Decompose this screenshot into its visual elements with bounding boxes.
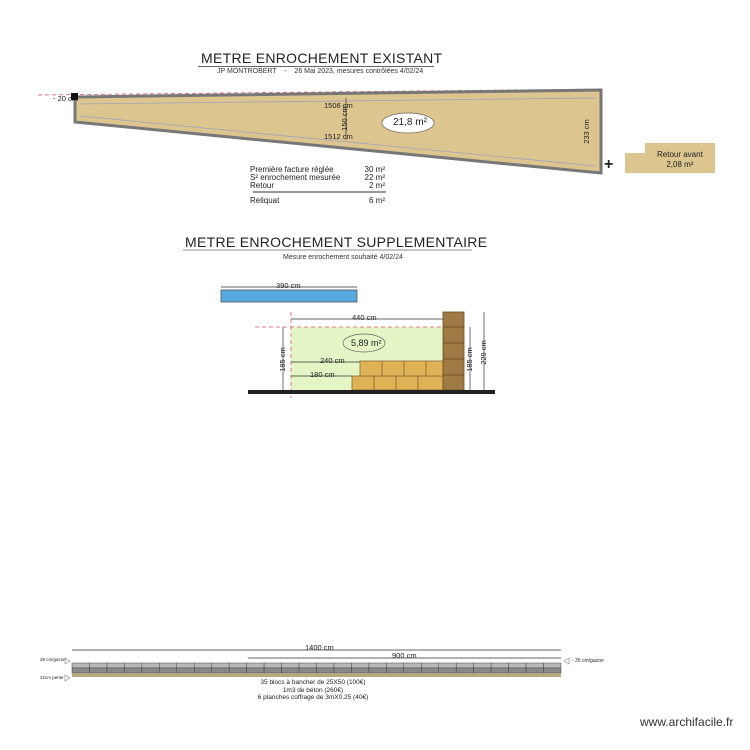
section1-dim-bottom: 1512 cm	[324, 132, 353, 141]
section2-dim-left-185: 185 cm	[277, 347, 287, 372]
block	[299, 668, 316, 673]
block	[418, 376, 443, 390]
block	[509, 668, 526, 673]
block	[374, 376, 396, 390]
block	[159, 663, 176, 668]
section1-subtitle-date: 26 Mai 2023, mesures contrôlées 4/02/24	[294, 68, 424, 75]
section2-wall-column	[443, 312, 464, 390]
section1-dim-height-mid: 150 cm	[339, 106, 349, 131]
retour-avant-title: Retour avant	[657, 150, 703, 159]
block	[282, 668, 299, 673]
table-row-value: 2 m²	[369, 181, 385, 190]
watermark: www.archifacile.fr	[640, 715, 734, 729]
section2-dim-blue: 390 cm	[276, 281, 301, 290]
block	[421, 663, 438, 668]
section2-block-stack	[352, 361, 443, 390]
block	[264, 668, 281, 673]
block	[334, 668, 351, 673]
block	[439, 663, 456, 668]
block	[229, 668, 246, 673]
block	[107, 668, 124, 673]
block	[491, 663, 508, 668]
block	[177, 668, 194, 673]
block	[177, 663, 194, 668]
block	[360, 361, 382, 376]
block	[89, 668, 106, 673]
block	[194, 663, 211, 668]
section2-area-label: 5,89 m²	[351, 338, 382, 348]
block	[264, 663, 281, 668]
block	[509, 663, 526, 668]
section2-dim-440: 440 cm	[352, 313, 377, 322]
retour-avant-area: 2,08 m²	[666, 160, 694, 169]
section2-dim-right-185: 185 cm	[464, 347, 474, 372]
section2-dim-240: 240 cm	[320, 356, 345, 365]
section1-title: METRE ENROCHEMENT EXISTANT	[201, 50, 443, 66]
wall-block	[443, 343, 464, 359]
block	[456, 668, 473, 673]
block	[351, 668, 368, 673]
block	[439, 668, 456, 673]
section2-title: METRE ENROCHEMENT SUPPLEMENTAIRE	[185, 234, 488, 250]
section1-dim-left: - 20 cm	[53, 94, 79, 103]
table-row-label: S² enrochement mesurée	[250, 173, 341, 182]
section3-note: 1m3 de béton (260€)	[282, 686, 344, 694]
section3-footing	[72, 673, 561, 677]
wall-block	[443, 327, 464, 343]
table-row-value: 22 m²	[364, 173, 385, 182]
block	[386, 668, 403, 673]
block	[456, 663, 473, 668]
wall-block	[443, 359, 464, 375]
block	[526, 663, 543, 668]
section3-block-row	[72, 663, 561, 673]
section2-subtitle: Mesure enrochement souhaité 4/02/24	[283, 254, 403, 261]
section3-notes	[255, 679, 371, 702]
table-row-label: Première facture réglée	[250, 165, 334, 174]
block	[426, 361, 443, 376]
section2-dim-229: 229 cm	[478, 340, 488, 365]
block	[159, 668, 176, 673]
block	[72, 668, 89, 673]
table-total-row	[250, 196, 385, 206]
block	[369, 663, 386, 668]
block	[229, 663, 246, 668]
section2-water-bar	[221, 290, 357, 302]
section2-ground-line	[248, 390, 495, 394]
left-arrow-bottom	[65, 675, 70, 681]
block	[369, 668, 386, 673]
block	[107, 663, 124, 668]
section3-note: 6 planches coffrage de 3mX0,25 (40€)	[257, 694, 369, 701]
block	[124, 668, 141, 673]
block	[386, 663, 403, 668]
block	[404, 663, 421, 668]
section3-right-label: - 35 cm/gazon	[572, 658, 604, 664]
block	[544, 663, 561, 668]
block	[142, 668, 159, 673]
table-total-label: Reliquat	[250, 196, 280, 205]
plus-sign: +	[604, 156, 614, 173]
section3-left-bottom-label: 22cm pente	[40, 675, 64, 680]
section3-right-arrow	[564, 658, 569, 664]
section1-subtitle-author: JP MONTROBERT	[217, 68, 277, 75]
block	[247, 668, 264, 673]
block	[352, 376, 374, 390]
block	[247, 663, 264, 668]
block	[382, 361, 404, 376]
block	[317, 668, 334, 673]
block	[474, 668, 491, 673]
block	[474, 663, 491, 668]
section3-left-top-label: 28 cm/gazon	[40, 657, 66, 662]
section2-dim-180: 180 cm	[310, 370, 335, 379]
block	[212, 663, 229, 668]
block	[421, 668, 438, 673]
section1-dim-top: 1506 cm	[324, 101, 353, 110]
block	[491, 668, 508, 673]
block	[72, 663, 89, 668]
section1-dim-height-right: 233 cm	[581, 119, 591, 144]
block	[351, 663, 368, 668]
wall-block	[443, 312, 464, 327]
block	[212, 668, 229, 673]
block	[282, 663, 299, 668]
block	[396, 376, 418, 390]
wall-block	[443, 375, 464, 390]
block	[317, 663, 334, 668]
section3-dim-900: 900 cm	[392, 651, 417, 660]
block	[334, 663, 351, 668]
section3-dim-1400: 1400 cm	[305, 643, 334, 652]
section1-area-label: 21,8 m²	[393, 117, 427, 128]
section1-subtitle-sep: -	[284, 68, 287, 75]
block	[89, 663, 106, 668]
table-row-value: 30 m²	[364, 165, 385, 174]
block	[124, 663, 141, 668]
block	[526, 668, 543, 673]
block	[404, 361, 426, 376]
table-total-value: 6 m²	[369, 196, 385, 205]
table-row-label: Retour	[250, 181, 275, 190]
table-row	[250, 181, 385, 191]
block	[142, 663, 159, 668]
block	[544, 668, 561, 673]
section3-note: 35 blocs à bancher de 25X50 (100€)	[260, 679, 366, 686]
block	[299, 663, 316, 668]
block	[194, 668, 211, 673]
retour-avant-label	[657, 150, 703, 170]
block	[404, 668, 421, 673]
